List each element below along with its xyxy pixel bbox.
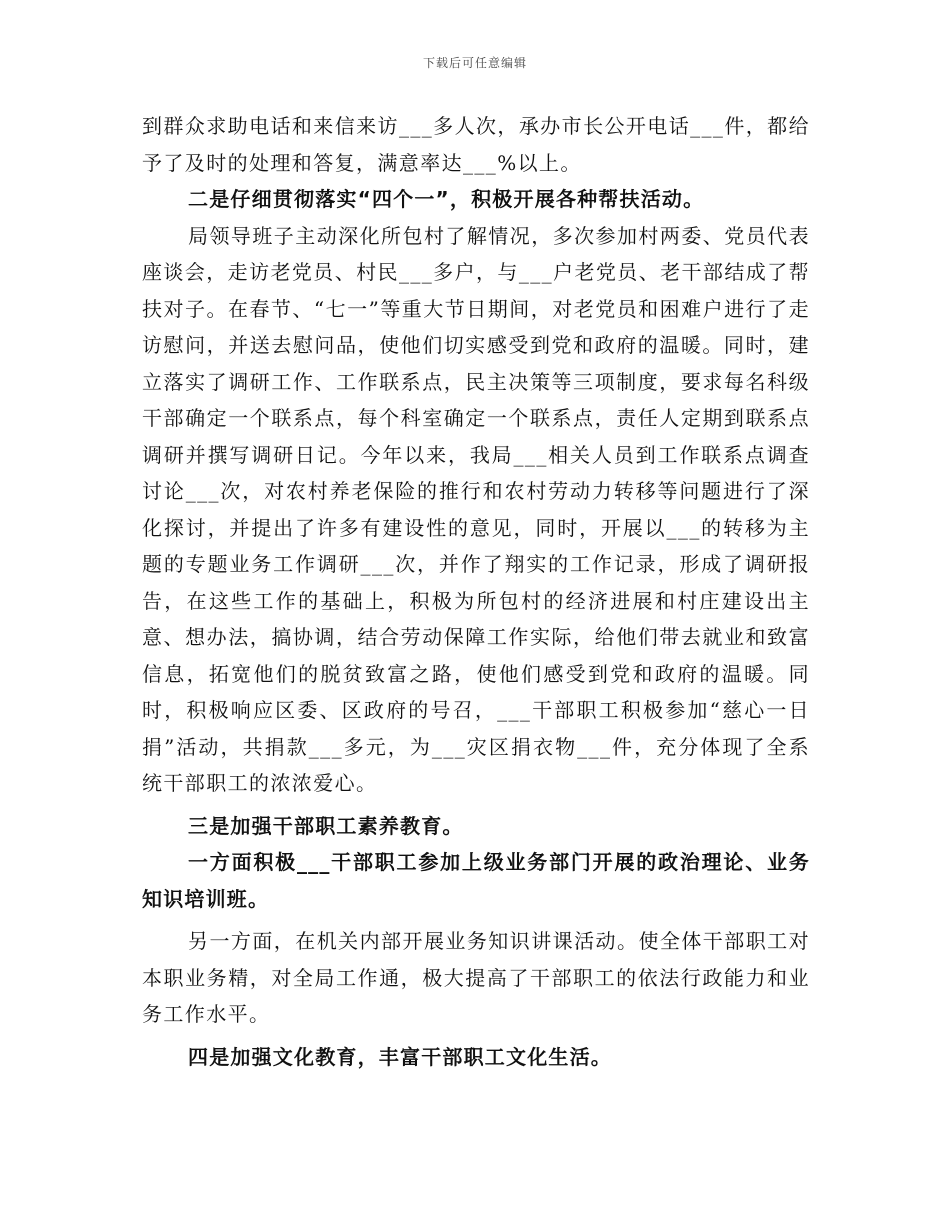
paragraph-training: 另一方面，在机关内部开展业务知识讲课活动。使全体干部职工对本职业务精，对全局工作通，极大提高了干部职工的依法行政能力和业务工作水平。	[142, 929, 810, 1026]
document-body	[142, 108, 810, 1075]
paragraph-assistance-activities: 局领导班子主动深化所包村了解情况，多次参加村两委、党员代表座谈会，走访老党员、村民___多户，与___户老党员、老干部结成了帮扶对子。在春节、“七一”等重大节日期间，对老党员和困难户进行了走访慰问，并送去慰问品，使他们切实感受到党和政府的温暖。同时，建立落实了调研工作、工作联系点，民主决策等三项制度，要求每名科级干部确定一个联系点，每个科室确定一个联系点，责任人定期到联系点调研并撰写调研日记。今年以来，我局___相关人员到工作联系点调查讨论___次，对农村养老保险的推行和农村劳动力转移等问题进行了深化探讨，并提出了许多有建设性的意见，同时，开展以___的转移为主题的专题业务工作调研___次，并作了翔实的工作记录，形成了调研报告，在这些工作的基础上，积极为所包村的经济进展和村庄建设出主意、想办法，搞协调，结合劳动保障工作实际，给他们带去就业和致富信息，拓宽他们的脱贫致富之路，使他们感受到党和政府的温暖。同时，积极响应区委、区政府的号召，___干部职工积极参加“慈心一日捐”活动，共捐款___多元，为___灾区捐衣物___件，充分体现了全系统干部职工的浓浓爱心。	[142, 223, 810, 795]
page-header-note: 下载后可任意编辑	[422, 56, 527, 70]
section-heading-three: 三是加强干部职工素养教育。	[188, 813, 464, 838]
section-heading-three-sub: 一方面积极___干部职工参加上级业务部门开展的政治理论、业务知识培训班。	[142, 850, 810, 911]
paragraph-hotline-summary: 到群众求助电话和来信来访___多人次，承办市长公开电话___件，都给予了及时的处理和答复，满意率达___%以上。	[142, 114, 810, 175]
section-heading-two: 二是仔细贯彻落实“四个一”，积极开展各种帮扶活动。	[188, 187, 705, 211]
section-heading-four: 四是加强文化教育，丰富干部职工文化生活。	[188, 1044, 612, 1069]
